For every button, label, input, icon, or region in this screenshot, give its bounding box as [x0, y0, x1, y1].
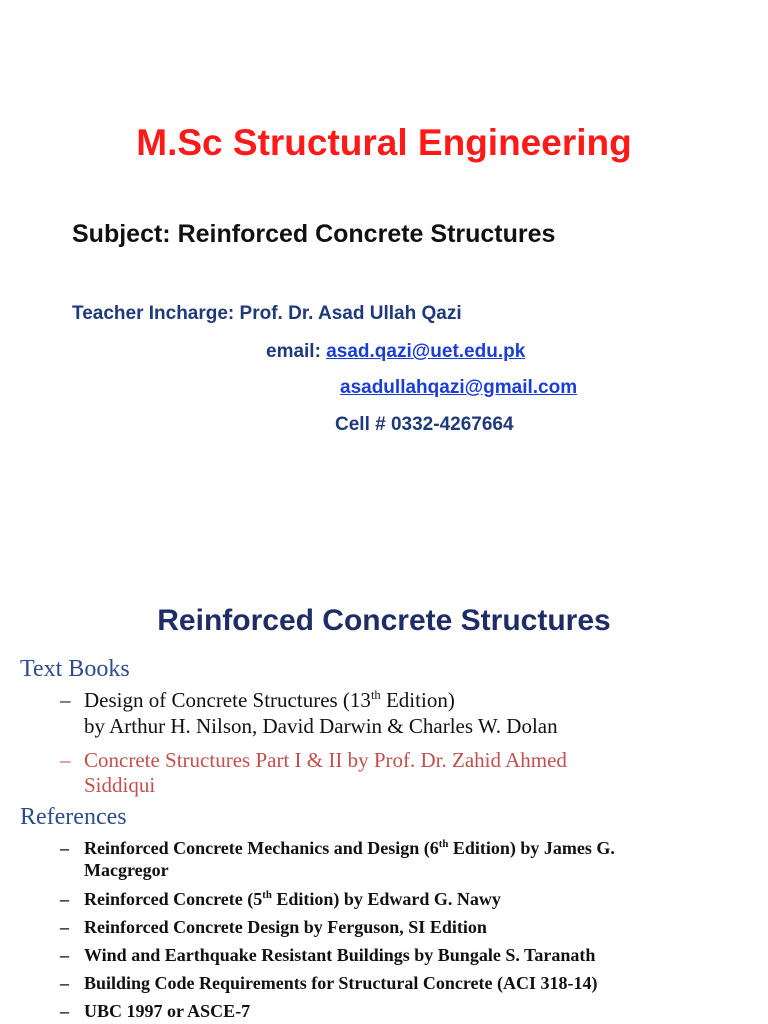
references-heading: References — [20, 804, 127, 830]
text-book-authors: by Arthur H. Nilson, David Darwin & Charles W. Dolan — [84, 714, 558, 738]
list-dash: – — [60, 1001, 69, 1021]
reference-text: UBC 1997 or ASCE-7 — [84, 1001, 251, 1021]
list-dash: – — [60, 973, 69, 993]
email-label: email: — [266, 341, 327, 362]
reference-text: Reinforced Concrete Mechanics and Design (6th Edition) by James G. — [84, 838, 615, 858]
email-link-uet[interactable]: asad.qazi@uet.edu.pk — [326, 341, 526, 362]
list-dash: – — [60, 917, 69, 937]
list-dash: – — [60, 838, 69, 858]
subject-line: Subject: Reinforced Concrete Structures — [72, 220, 556, 248]
list-dash: – — [60, 945, 69, 965]
email-line — [266, 341, 525, 363]
list-dash: – — [60, 889, 69, 909]
cell-number: Cell # 0332-4267664 — [335, 414, 514, 435]
list-dash: – — [60, 688, 71, 712]
text-book-title-cont: Siddiqui — [84, 773, 156, 797]
email-link-gmail[interactable]: asadullahqazi@gmail.com — [340, 377, 578, 398]
reference-text: Reinforced Concrete Design by Ferguson, SI Edition — [84, 917, 487, 937]
email-line-2 — [340, 377, 577, 399]
books-slide-title: Reinforced Concrete Structures — [157, 604, 611, 637]
reference-text: Building Code Requirements for Structural Concrete (ACI 318-14) — [84, 973, 598, 993]
text-book-title: Concrete Structures Part I & II by Prof. Dr. Zahid Ahmed — [84, 748, 567, 772]
course-title: M.Sc Structural Engineering — [136, 122, 632, 163]
reference-text-cont: Macgregor — [84, 860, 169, 880]
reference-text: Reinforced Concrete (5th Edition) by Edward G. Nawy — [84, 889, 501, 909]
reference-text: Wind and Earthquake Resistant Buildings by Bungale S. Taranath — [84, 945, 596, 965]
text-books-heading: Text Books — [20, 656, 130, 682]
teacher-incharge: Teacher Incharge: Prof. Dr. Asad Ullah Qazi — [72, 303, 462, 324]
slide-books — [0, 560, 768, 1024]
text-book-title: Design of Concrete Structures (13th Edition) — [84, 688, 455, 712]
list-dash: – — [60, 748, 71, 772]
